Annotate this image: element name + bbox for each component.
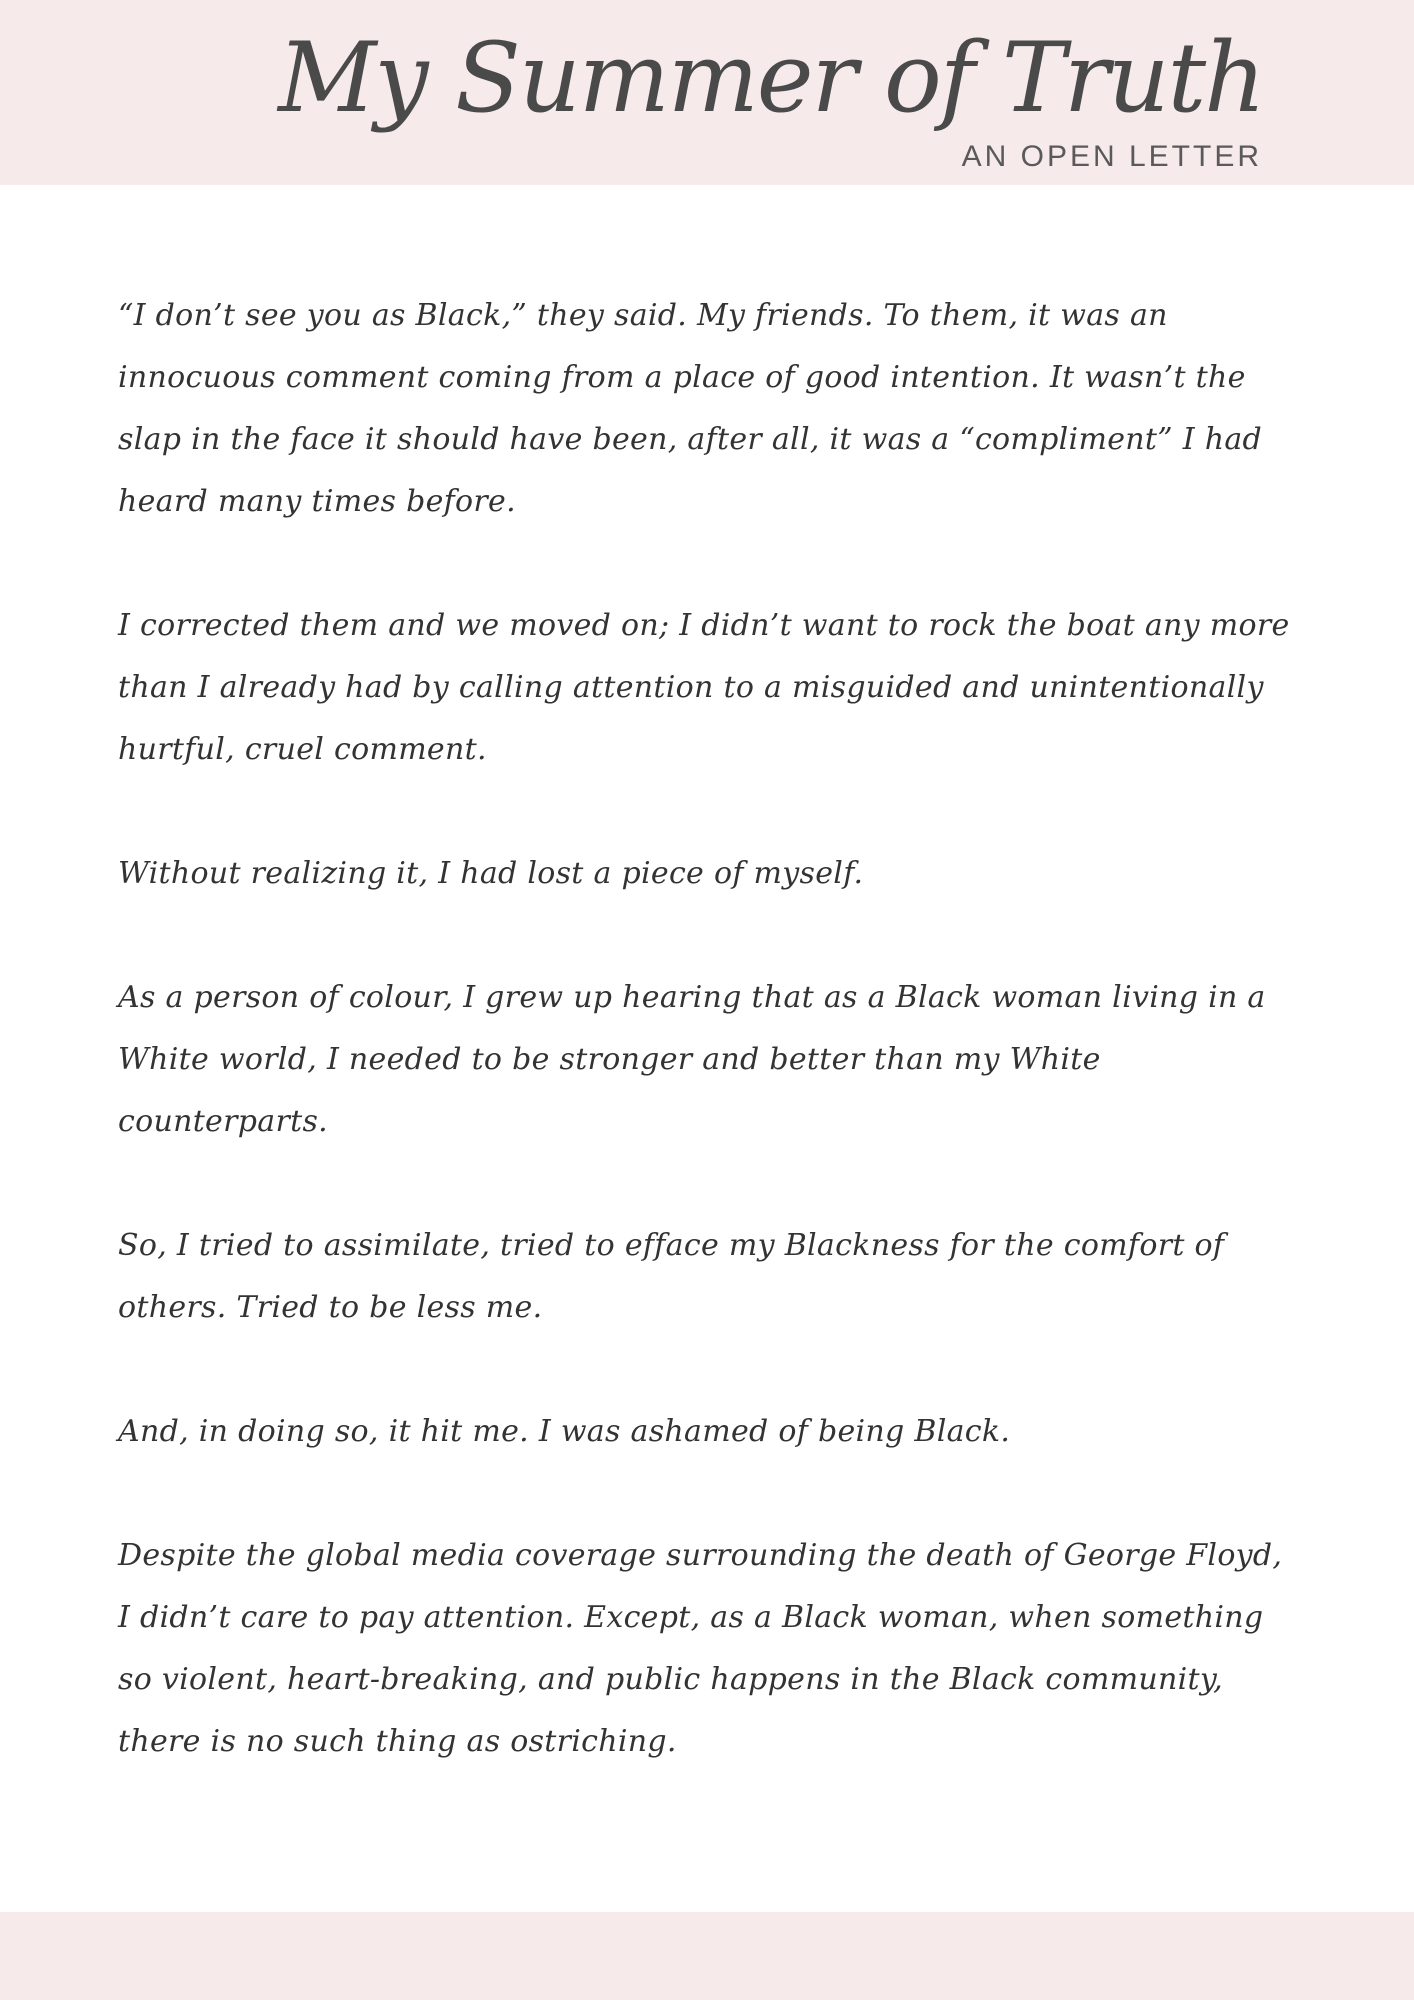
letter-title: My Summer of Truth (278, 22, 1264, 134)
footer-band (0, 1912, 1414, 2000)
letter-paragraph-3: Without realizing it, I had lost a piece of myself. (118, 856, 864, 891)
letter-paragraph-2: I corrected them and we moved on; I didn’t want to rock the boat any more than I already had by calling attention to a misguided and unintentionally hurtful, cruel comment. (118, 608, 1290, 767)
letter-paragraph-6: And, in doing so, it hit me. I was ashamed of being Black. (118, 1414, 1011, 1449)
letter-paragraph-4: As a person of colour, I grew up hearing that as a Black woman living in a White world, I needed to be stronger and better than my White counterparts. (118, 980, 1266, 1139)
letter-paragraph-5: So, I tried to assimilate, tried to efface my Blackness for the comfort of others. Tried to be less me. (118, 1228, 1225, 1325)
header-band (0, 0, 1414, 185)
letter-paragraph-1: “I don’t see you as Black,” they said. My friends. To them, it was an innocuous comment coming from a place of good intention. It wasn’t the slap in the face it should have been, after all, it was a “compliment” I had heard many times before. (118, 298, 1263, 519)
letter-paragraph-7: Despite the global media coverage surrounding the death of George Floyd, I didn’t care to pay attention. Except, as a Black woman, when something so violent, heart-breaking, and public happens in the Black community, there is no such thing as ostriching. (118, 1538, 1283, 1759)
letter-subtitle: AN OPEN LETTER (961, 140, 1262, 173)
letter-body (118, 285, 1296, 1835)
